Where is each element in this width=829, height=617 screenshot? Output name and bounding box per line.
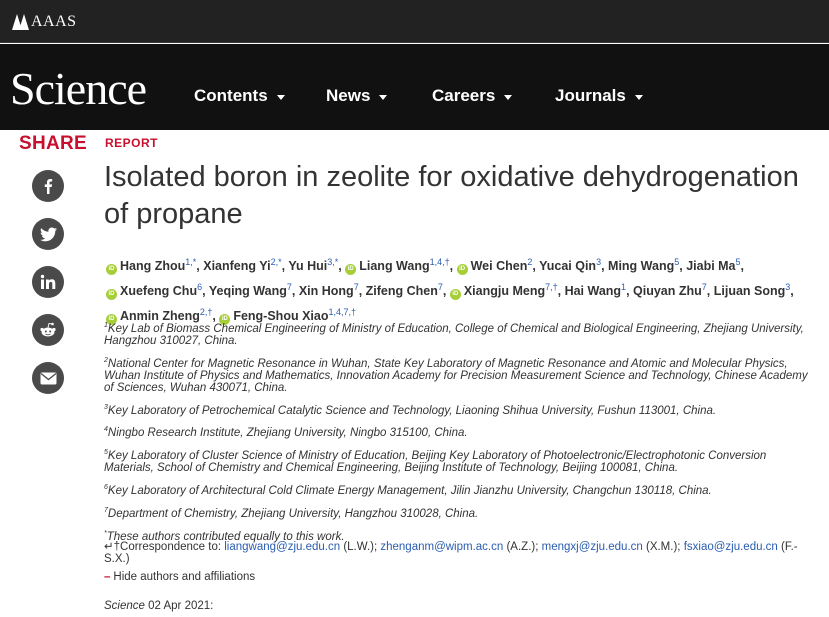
science-logo[interactable]: Science	[10, 63, 147, 114]
affiliation	[104, 482, 819, 497]
nav-contents[interactable]	[194, 86, 285, 106]
author-link[interactable]	[714, 284, 791, 298]
affiliation-text: Key Lab of Biomass Chemical Engineering of Ministry of Education, College of Chemical and Biological Engineering, Zhejiang University, Hangzhou 310027, China.	[104, 322, 804, 347]
author-name: Liang Wang	[359, 259, 430, 274]
author-name: Yucai Qin	[539, 259, 597, 274]
author-affiliation-ref[interactable]: 7	[437, 282, 443, 293]
correspondence-email-link[interactable]: zhenganm@wipm.ac.cn	[380, 541, 504, 553]
author-affiliation-ref[interactable]: 5	[674, 257, 680, 267]
reddit-icon	[39, 322, 57, 338]
affiliation-number: 7	[104, 506, 108, 514]
correspondence-email-link[interactable]: fsxiao@zju.edu.cn	[683, 541, 778, 553]
affiliation	[104, 402, 819, 417]
author-link[interactable]	[366, 284, 443, 298]
author-link[interactable]	[106, 259, 196, 273]
article-title: Isolated boron in zeolite for oxidative dehydrogenation of propane	[104, 161, 799, 230]
correspondence-prefix: ↵†Correspondence to:	[104, 541, 225, 553]
affiliation	[104, 355, 819, 394]
author-affiliation-ref[interactable]: 1,4,†	[429, 257, 450, 267]
correspondence-initials: (A.Z.);	[503, 541, 542, 553]
chevron-down-icon	[504, 95, 512, 100]
author-affiliation-ref[interactable]: 3,*	[327, 257, 339, 267]
affiliation-number: 2	[104, 356, 108, 364]
share-email-button[interactable]	[32, 362, 64, 394]
linkedin-icon	[40, 274, 56, 290]
email-icon	[40, 372, 57, 385]
affiliation-number: 4	[104, 426, 108, 434]
affiliation	[104, 424, 819, 439]
author-affiliation-ref[interactable]: 7	[353, 282, 359, 293]
author-link[interactable]	[106, 284, 202, 298]
share-reddit-button[interactable]	[32, 314, 64, 346]
orcid-icon[interactable]: iD	[345, 264, 356, 275]
author-name: Lijuan Song	[713, 284, 786, 299]
correspondence-initials: (X.M.);	[642, 541, 684, 553]
hide-authors-label: Hide authors and affiliations	[113, 571, 256, 583]
correspondence-initials: (F.-S.X.)	[104, 541, 798, 565]
affiliation-text: Department of Chemistry, Zhejiang University, Hangzhou 310028, China.	[107, 507, 479, 520]
aaas-logo[interactable]	[12, 13, 77, 31]
journal-name: Science	[104, 600, 145, 612]
author-name: Anmin Zheng	[120, 309, 200, 324]
author-link[interactable]	[203, 259, 281, 273]
author-name: Xin Hong	[298, 284, 354, 299]
nav-careers-label: Careers	[432, 86, 496, 105]
correspondence	[104, 541, 819, 565]
chevron-down-icon	[277, 95, 285, 100]
author-name: Qiuyan Zhu	[633, 284, 702, 299]
author-link[interactable]	[209, 284, 292, 298]
author-link[interactable]	[457, 259, 533, 273]
author-affiliation-ref[interactable]: 2,*	[270, 257, 282, 267]
author-name: Yu Hui	[288, 259, 328, 274]
author-name: Ming Wang	[608, 259, 675, 274]
correspondence-initials: (L.W.);	[340, 541, 381, 553]
author-affiliation-ref[interactable]: 2	[527, 257, 533, 267]
author-affiliation-ref[interactable]: 1,4,7,†	[328, 307, 356, 318]
author-affiliation-ref[interactable]: 2,†	[199, 307, 213, 318]
affiliation-number: 3	[104, 403, 108, 411]
author-name: Feng-Shou Xiao	[233, 309, 329, 324]
author-link[interactable]	[608, 259, 679, 273]
affiliation	[104, 505, 819, 520]
author-name: Wei Chen	[470, 259, 528, 274]
correspondence-email-link[interactable]: liangwang@zju.edu.cn	[224, 541, 341, 553]
author-name: Yeqing Wang	[208, 284, 287, 299]
affiliation	[104, 320, 819, 347]
author-affiliation-ref[interactable]: 1	[621, 282, 627, 293]
author-name: Hai Wang	[564, 284, 622, 299]
author-link[interactable]	[299, 284, 359, 298]
publication-info	[104, 600, 213, 612]
author-affiliation-ref[interactable]: 1,*	[185, 257, 197, 267]
author-name: Xuefeng Chu	[120, 284, 198, 299]
affiliation-list	[104, 320, 819, 551]
affiliation-number: *	[104, 529, 107, 537]
author-affiliation-ref[interactable]: 3	[596, 257, 602, 267]
share-linkedin-button[interactable]	[32, 266, 64, 298]
author-link[interactable]	[565, 284, 627, 298]
nav-news-label: News	[326, 86, 371, 105]
author-affiliation-ref[interactable]: 3	[785, 282, 791, 293]
orcid-icon[interactable]: iD	[219, 314, 230, 325]
affiliation-text: Key Laboratory of Cluster Science of Ministry of Education, Beijing Key Laboratory of Photoelectronic/Electrophotonic Conversion Materials, School of Chemistry and Chemical Engineering, Beijing Institute of Technology, Beijing 100081, China.	[104, 450, 767, 475]
affiliation-text: Key Laboratory of Petrochemical Catalytic Science and Technology, Liaoning Shihua University, Fushun 113001, China.	[107, 404, 717, 417]
author-link[interactable]	[450, 284, 558, 298]
affiliation-number: 1	[104, 322, 108, 329]
nav-careers[interactable]	[432, 86, 512, 106]
affiliation-text: These authors contributed equally to this work.	[106, 530, 345, 543]
author-affiliation-ref[interactable]: 7	[701, 282, 707, 293]
facebook-icon	[40, 178, 56, 194]
author-affiliation-ref[interactable]: 5	[735, 257, 741, 267]
author-link[interactable]	[633, 284, 707, 298]
author-name: Xianfeng Yi	[203, 259, 271, 274]
author-link[interactable]	[288, 259, 338, 273]
author-link[interactable]	[539, 259, 601, 273]
article-type: REPORT	[105, 136, 159, 150]
affiliation-number: 5	[104, 449, 108, 457]
nav-news[interactable]	[326, 86, 387, 106]
chevron-down-icon	[379, 95, 387, 100]
author-affiliation-ref[interactable]: 7,†	[545, 282, 558, 293]
share-facebook-button[interactable]	[32, 170, 64, 202]
twitter-icon	[40, 227, 57, 242]
affiliation	[104, 447, 819, 474]
top-bar	[0, 0, 829, 43]
share-label: SHARE	[19, 133, 88, 154]
author-name: Hang Zhou	[120, 259, 186, 274]
author-affiliation-ref[interactable]: 6	[197, 282, 203, 293]
affiliation-text: Ningbo Research Institute, Zhejiang University, Ningbo 315100, China.	[107, 427, 468, 440]
author-name: Jiabi Ma	[686, 259, 736, 274]
affiliation-text: National Center for Magnetic Resonance in Wuhan, State Key Laboratory of Magnetic Resonance and Atomic and Molecular Physics, Wuhan Institute of Physics and Mathematics, Innovation Academy for Precision Measurement Science and Technology, Chinese Academy of Sciences, Wuhan 430071, China.	[104, 357, 808, 394]
affiliation-text: Key Laboratory of Architectural Cold Climate Energy Management, Jilin Jianzhu University, Changchun 130118, China.	[107, 484, 712, 497]
orcid-icon[interactable]: iD	[106, 289, 117, 300]
author-name: Xiangju Meng	[463, 284, 546, 299]
correspondence-email-link[interactable]: mengxj@zju.edu.cn	[541, 541, 643, 553]
publication-date: 02 Apr 2021:	[148, 600, 214, 612]
author-link[interactable]	[345, 259, 449, 273]
orcid-icon[interactable]: iD	[450, 289, 461, 300]
share-twitter-button[interactable]	[32, 218, 64, 250]
nav-journals-label: Journals	[555, 86, 626, 105]
orcid-icon[interactable]: iD	[106, 264, 117, 275]
author-link[interactable]	[686, 259, 740, 273]
orcid-icon[interactable]: iD	[457, 264, 468, 275]
aaas-label: AAAS	[31, 13, 77, 30]
main-nav	[0, 44, 829, 130]
affiliation-number: 6	[104, 484, 108, 492]
nav-contents-label: Contents	[194, 86, 268, 105]
author-list: iD Hang Zhou$^{1,*}$, Xianfeng $Yi^{2,*}$, Yu Hui$^{3,*}$, iD Liang Wang$^{1,4,\dagger}$, iD Wei Chen$^2$, Yucai Qin$^3$, Ming Wang$^5$, Jiabi Ma$^5$, iD Xuefeng Chu$^6$, Yeqing Wang$^7$, Xin Hong$^7$, Zifeng Chen$^7$, iD Xiangju Meng$^{7,\dagger}$, Hai Wang$^1$, Qiuyan Zhu$^7$, Lijuan Song$^3$, iD Anmin Zheng$^{2,\dagger}$, iD Feng-Shou Xiao$^{1,4,7,\dagger}$	[106, 252, 821, 327]
chevron-down-icon	[635, 95, 643, 100]
minus-icon: –	[104, 571, 111, 583]
hide-authors-toggle[interactable]	[104, 571, 255, 583]
nav-journals[interactable]	[555, 86, 643, 106]
aaas-mark-icon	[12, 14, 30, 30]
author-name: Zifeng Chen	[365, 284, 438, 299]
orcid-icon[interactable]: iD	[106, 314, 117, 325]
author-affiliation-ref[interactable]: 7	[286, 282, 292, 293]
